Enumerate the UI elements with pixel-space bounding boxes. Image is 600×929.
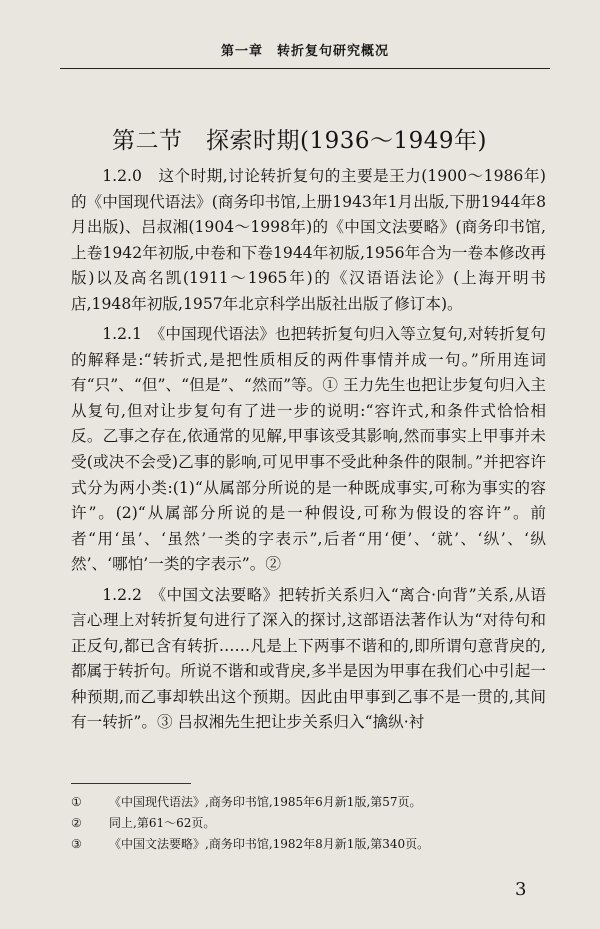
running-head: 第一章 转折复句研究概况 (220, 44, 389, 59)
section-title: 第二节 探索时期(1936～1949年) (112, 128, 488, 154)
footnote-text: 《中国文法要略》,商务印书馆,1982年8月新1版,第340页。 (109, 837, 430, 851)
footnote (71, 813, 546, 834)
header-rule (60, 68, 550, 69)
footnote-mark: ① (71, 795, 82, 809)
body-text (71, 164, 546, 741)
page-number: 3 (515, 879, 527, 900)
footnote-text: 《中国现代语法》,商务印书馆,1985年6月新1版,第57页。 (109, 795, 422, 809)
footnote-mark: ② (71, 816, 82, 830)
paragraph-1-2-1: 1.2.1 《中国现代语法》也把转折复句归入等立复句,对转折复句的解释是:“转折式,是把性质相反的两件事情并成一句。”所用连词有“只”、“但”、“但是”、“然而”等。① 王力先生也把让步复句归入主从复句,但对让步复句有了进一步的说明:“容许式,和条件式恰恰相反。乙事之存在,依通常的见解,甲事该受其影响,然而事实上甲事并未受(或决不会受)乙事的影响,可见甲事不受此种条件的限制。”并把容许式分为两小类:(1)“从属部分所说的是一种既成事实,可称为事实的容许”。(2)“从属部分所说的是一种假设,可称为假设的容许”。前者“用‘虽’、‘虽然’一类的字表示”,后者“用‘便’、‘就’、‘纵’、‘纵然’、‘哪怕’一类的字表示”。② (71, 325, 546, 574)
paragraph-1-2-0: 1.2.0 这个时期,讨论转折复句的主要是王力(1900～1986年)的《中国现代语法》(商务印书馆,上册1943年1月出版,下册1944年8月出版)、吕叔湘(1904～1998年)的《中国文法要略》(商务印书馆,上卷1942年初版,中卷和下卷1944年初版,1956年合为一卷本修改再版)以及高名凯(1911～1965年)的《汉语语法论》(上海开明书店,1948年初版,1957年北京科学出版社出版了修订本)。 (71, 167, 546, 313)
footnote (71, 834, 546, 855)
paragraph-1-2-2: 1.2.2 《中国文法要略》把转折关系归入“离合·向背”关系,从语言心理上对转折复句进行了深入的探讨,这部语法著作认为“对待句和正反句,都已含有转折……凡是上下两事不谐和的,即所谓句意背戾的,都属于转折句。所说不谐和或背戾,多半是因为甲事在我们心中引起一种预期,而乙事却轶出这个预期。因此由甲事到乙事不是一贯的,其间有一转折”。③ 吕叔湘先生把让步关系归入“擒纵·衬 (71, 585, 546, 732)
footnote-text: 同上,第61～62页。 (109, 816, 216, 830)
footnote-mark: ③ (71, 837, 82, 851)
footnote-rule (71, 783, 191, 784)
footnote (71, 792, 546, 813)
footnotes (71, 792, 546, 855)
